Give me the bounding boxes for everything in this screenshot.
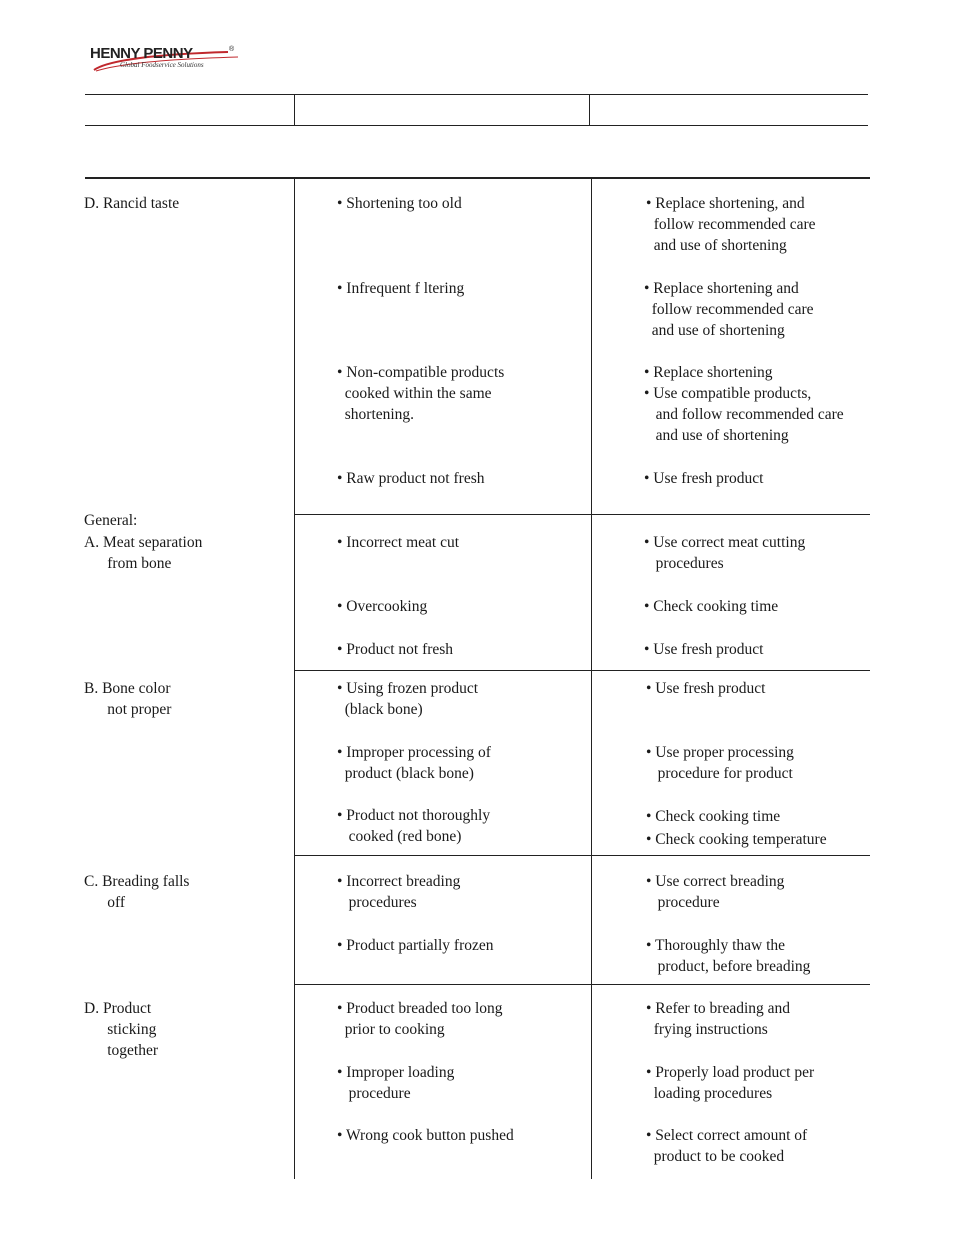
problem-bone-color: B. Bone color not proper	[84, 680, 172, 718]
correction-item: • Check cooking time	[644, 598, 779, 615]
correction-item: • Properly load product per loading procedures	[646, 1064, 815, 1102]
header-divider-1	[294, 94, 295, 125]
correction-item: • Replace shortening • Use compatible products, and follow recommended care and use of shortening	[644, 364, 844, 444]
registered-mark: ®	[229, 46, 235, 53]
correction-item: • Use correct breading procedure	[646, 873, 785, 911]
cause-item: • Using frozen product (black bone)	[337, 680, 479, 718]
correction-item: • Select correct amount of product to be cooked	[646, 1127, 808, 1165]
cause-item: • Incorrect meat cut	[337, 534, 460, 551]
header-bottom-rule	[85, 125, 868, 126]
logo-wordmark: HENNY PENNY	[90, 45, 193, 62]
problem-breading-falls-off: C. Breading falls off	[84, 873, 190, 911]
column-divider-correction	[591, 178, 592, 1179]
cause-item: • Improper processing of product (black bone)	[337, 744, 491, 782]
cause-item: • Product not fresh	[337, 641, 454, 658]
problem-meat-separation: A. Meat separation from bone	[84, 534, 203, 572]
correction-item: • Check cooking time • Check cooking temperature	[646, 808, 827, 848]
cause-item: • Raw product not fresh	[337, 470, 485, 487]
correction-item: • Use fresh product	[644, 641, 764, 658]
henny-penny-logo	[88, 40, 248, 74]
correction-item: • Replace shortening, and follow recommended care and use of shortening	[646, 195, 816, 254]
correction-item: • Use proper processing procedure for product	[646, 744, 794, 782]
problem-rancid-taste: D. Rancid taste	[84, 195, 180, 212]
cause-item: • Non-compatible products cooked within the same shortening.	[337, 364, 505, 423]
header-top-rule	[85, 94, 868, 95]
column-divider-cause	[294, 178, 295, 1179]
logo-tagline: Global Foodservice Solutions	[120, 61, 204, 69]
correction-item: • Replace shortening and follow recommended care and use of shortening	[644, 280, 814, 339]
row-separator	[294, 670, 870, 671]
header-divider-2	[589, 94, 590, 125]
row-separator	[294, 514, 870, 515]
correction-item: • Use correct meat cutting procedures	[644, 534, 806, 572]
cause-item: • Shortening too old	[337, 195, 462, 212]
table-top-rule	[85, 177, 870, 179]
cause-item: • Wrong cook button pushed	[337, 1127, 514, 1144]
cause-item: • Product not thoroughly cooked (red bone)	[337, 807, 491, 845]
section-label-general: General:	[84, 512, 138, 529]
cause-item: • Incorrect breading procedures	[337, 873, 461, 911]
cause-item: • Improper loading procedure	[337, 1064, 455, 1102]
problem-product-sticking: D. Product sticking together	[84, 1000, 159, 1059]
correction-item: • Thoroughly thaw the product, before breading	[646, 937, 811, 975]
correction-item: • Use fresh product	[644, 470, 764, 487]
row-separator	[294, 855, 870, 856]
cause-item: • Product partially frozen	[337, 937, 494, 954]
cause-item: • Overcooking	[337, 598, 428, 615]
cause-item: • Product breaded too long prior to cooking	[337, 1000, 503, 1038]
correction-item: • Refer to breading and frying instructions	[646, 1000, 791, 1038]
row-separator	[294, 984, 870, 985]
correction-item: • Use fresh product	[646, 680, 766, 697]
cause-item: • Infrequent f ltering	[337, 280, 465, 297]
